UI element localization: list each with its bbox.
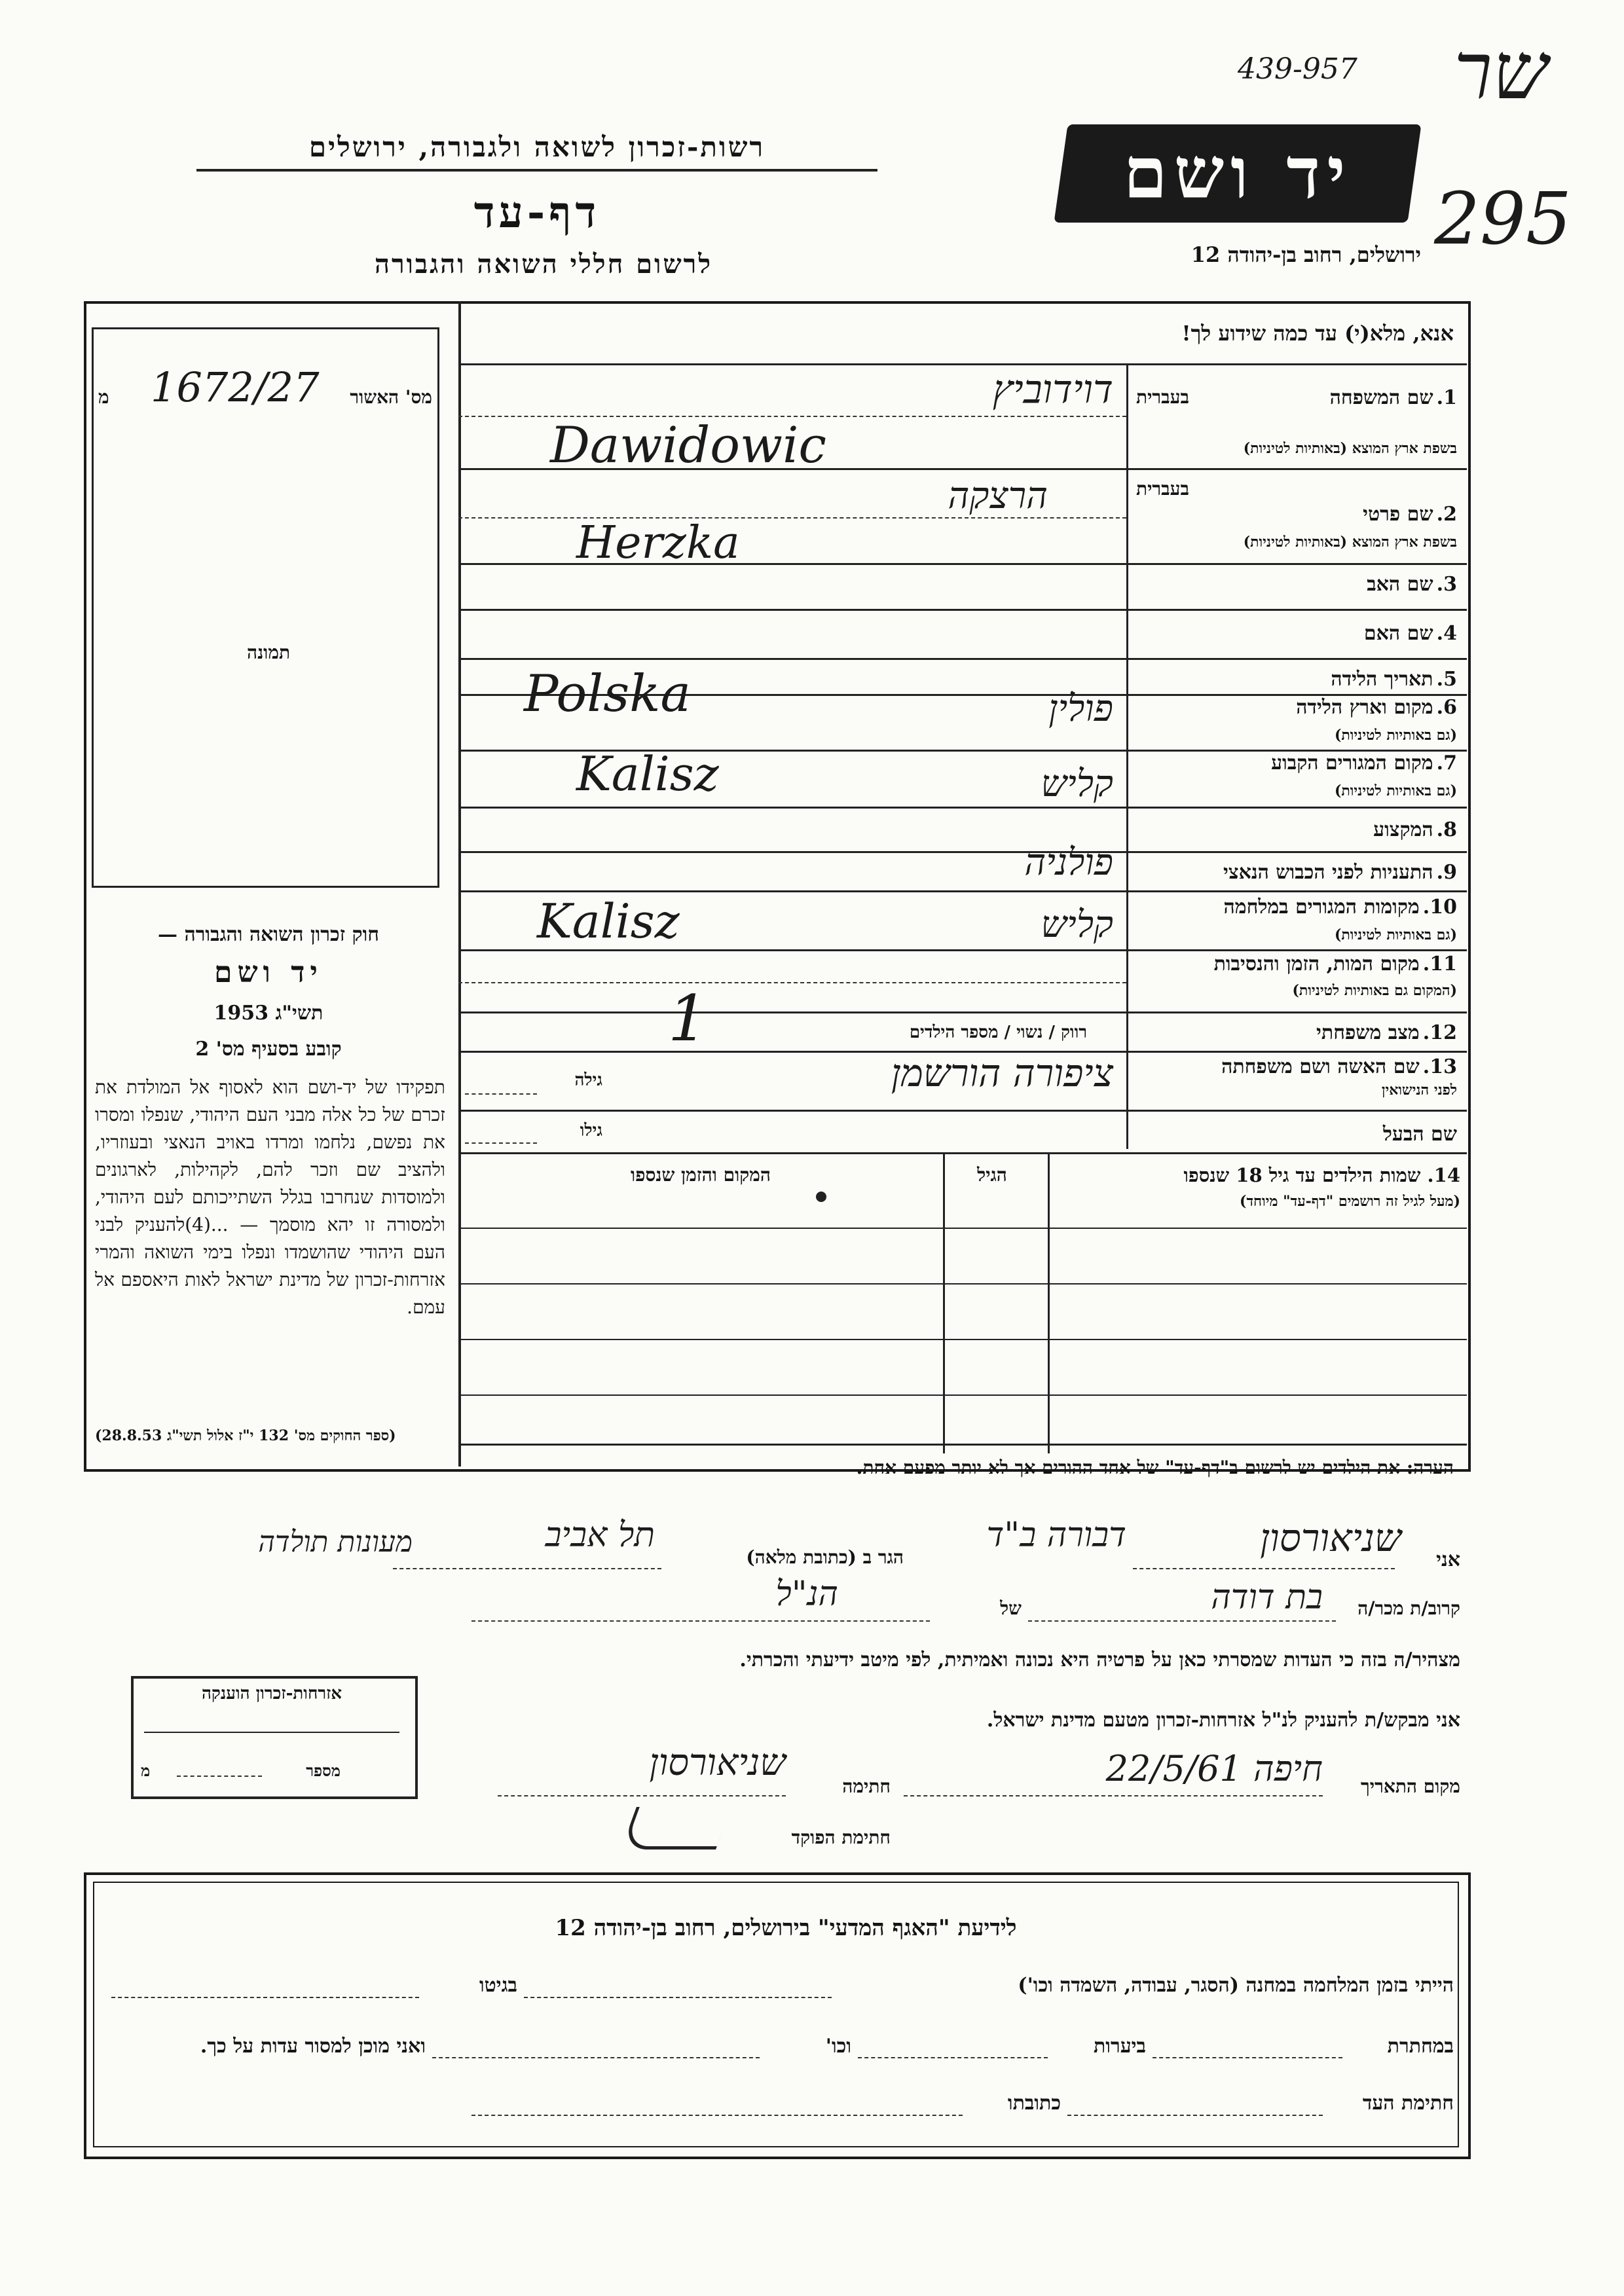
husband-age-label: גילו <box>580 1121 602 1140</box>
field-13-sub: לפני הנישואין <box>1381 1082 1457 1099</box>
authority-underline <box>196 169 877 172</box>
field-7-label-block <box>1136 752 1457 774</box>
field-6-label: מקום וארץ הלידה <box>1296 696 1433 719</box>
decl-of-label: של <box>1000 1597 1022 1619</box>
field-6-number: 6. <box>1436 696 1457 719</box>
field-11-label-block <box>1136 953 1457 975</box>
decl-hand-apt: מעונות תולדה <box>258 1525 413 1559</box>
decl-address-label: הגר ב (כתובת מלאה) <box>746 1546 904 1568</box>
field-1-value-heb: דוידוביץ <box>992 367 1113 412</box>
law-year: תשי"ג 1953 <box>213 1002 323 1025</box>
decl-signature-label: חתימה <box>842 1776 891 1797</box>
footer-line3-a: חתימת העד <box>1362 2092 1454 2115</box>
decl-hand-name: שניאורסון <box>1260 1516 1401 1560</box>
field-13-age-label: גילה <box>574 1070 602 1090</box>
field-10-sub: (גם באותיות לטיניות) <box>1334 926 1457 943</box>
law-clause: קובע בסעיף מס' 2 <box>195 1038 342 1061</box>
field-5-number: 5. <box>1436 668 1457 691</box>
husband-label: שם הבעל <box>1382 1123 1457 1146</box>
field-10-number: 10. <box>1422 896 1457 919</box>
field-2-number: 2. <box>1436 503 1457 526</box>
field-6-value-lat: Polska <box>524 665 692 723</box>
photo-label: תמונה <box>246 642 291 663</box>
field-1-number: 1. <box>1436 386 1457 409</box>
field-6-value-heb: פולין <box>1048 687 1113 730</box>
field-10-label: מקומות המגורים במלחמה <box>1223 896 1420 919</box>
field-3-label-block <box>1136 573 1457 596</box>
footer-line2-d: ואני מוכן למסור עדות על כך. <box>200 2035 426 2058</box>
children-note: הערה: את הילדים יש לרשום ב"דף-עד" של אחד ההורים אך לא יותר מפעם אחת. <box>856 1457 1454 1478</box>
form-subtitle: לרשום חללי השואה והגבורה <box>374 249 713 280</box>
stamp-box-number-suffix: מ <box>141 1761 151 1780</box>
archive-file-number: 439-957 <box>1238 52 1357 86</box>
field-12-label: מצב משפחתי <box>1316 1021 1420 1044</box>
decl-officer-label: חתימת הפוקד <box>791 1827 891 1848</box>
decl-hand-city: תל אביב <box>545 1516 655 1555</box>
field-4-label-block <box>1136 622 1457 645</box>
decl-hand-signature: שניאורסון <box>649 1741 786 1784</box>
field-7-value-lat: Kalisz <box>576 746 719 801</box>
decl-statement: מצהיר/ה בזה כי העדות שמסרתי כאן על פרטיה היא נכונה ואמיתית, לפי מיטב ידיעתי והכרתי. <box>739 1649 1460 1671</box>
field-9-label: התעניות לפני הכבוש הנאצי <box>1223 861 1433 884</box>
field-12-value: 1 <box>668 982 709 1055</box>
bullet-icon <box>816 1192 826 1202</box>
field-7-number: 7. <box>1436 752 1457 774</box>
field-7-label: מקום המגורים הקבוע <box>1271 752 1433 774</box>
field-3-number: 3. <box>1436 573 1457 596</box>
children-heading: 14. שמות הילדים עד גיל 18 שנספו <box>1183 1164 1460 1186</box>
field-10-value-lat: Kalisz <box>537 894 680 949</box>
field-13-label: שם האשה ושם משפחתה <box>1221 1055 1420 1078</box>
field-9-value-heb: פולניה <box>1024 841 1113 884</box>
field-4-number: 4. <box>1436 622 1457 645</box>
field-2-value-lat: Herzka <box>576 517 740 569</box>
officer-signature-mark <box>621 1807 731 1850</box>
children-col-place: המקום והזמן שנספו <box>631 1164 771 1186</box>
instruction: אנא, מלא(י) עד כמה שידוע לך! <box>1181 321 1454 346</box>
decl-relation-label: קרוב/ת מכר/ה <box>1357 1597 1460 1619</box>
law-title: חוק זכרון השואה והגבורה — <box>158 923 379 946</box>
logo-text: יד ושם <box>1123 132 1352 215</box>
law-ref: (ספר החוקים מס' 132 י"ז אלול תשי"ג 28.8.53) <box>95 1427 396 1444</box>
field-5-label: תאריך הלידה <box>1331 668 1433 691</box>
field-8-number: 8. <box>1436 818 1457 841</box>
footer-line1-a: הייתי בזמן המלחמה במחנה (הסגר, עבודה, השמדה וכו') <box>1018 1974 1454 1997</box>
decl-hand-relation: בת דודה <box>1211 1578 1323 1617</box>
field-1-lang: בעברית <box>1136 386 1190 408</box>
photo-box <box>92 327 439 888</box>
field-8-label-block <box>1136 818 1457 841</box>
footer-title: לידיעת "האגף המדעי" בירושלים, רחוב בן-יהודה 12 <box>555 1915 1017 1941</box>
field-2-sub: בשפת ארץ המוצא (באותיות לטיניות) <box>1243 534 1457 551</box>
form-title: דף-עד <box>473 187 600 238</box>
field-6-label-block <box>1136 696 1457 719</box>
decl-i-label: אני <box>1436 1548 1460 1571</box>
authority-title: רשות-זכרון לשואה ולגבורה, ירושלים <box>308 131 766 163</box>
stamp-box-line <box>144 1732 399 1733</box>
field-5-label-block <box>1136 668 1457 691</box>
field-12-label-block <box>1136 1021 1457 1044</box>
field-11-sub: (המקום גם באותיות לטיניות) <box>1292 982 1457 999</box>
field-2-lang: בעברית <box>1136 478 1190 500</box>
field-6-sub: (גם באותיות לטיניות) <box>1334 727 1457 744</box>
decl-hand-place-date: חיפה 22/5/61 <box>1105 1748 1323 1789</box>
field-4-label: שם האם <box>1363 622 1433 645</box>
footer-line1-b: בגיטו <box>479 1974 517 1997</box>
decl-hand-street: דבורה ב"ד <box>986 1516 1126 1555</box>
field-11-label: מקום המות, הזמן והנסיבות <box>1213 953 1420 975</box>
footer-line2-c: וכו' <box>825 2035 851 2058</box>
field-9-label-block <box>1136 861 1457 884</box>
field-2-label: שם פרטי <box>1363 503 1433 526</box>
field-11-number: 11. <box>1422 953 1457 975</box>
decl-hand-of: הנ"ל <box>775 1575 838 1614</box>
field-12-number: 12. <box>1422 1021 1457 1044</box>
field-3-label: שם האב <box>1367 573 1433 596</box>
law-name: יד ושם <box>214 956 323 989</box>
field-13-value: ציפורה הורשמן <box>891 1051 1113 1095</box>
approval-value: 1672/27 <box>151 363 320 411</box>
footer-line2-a: במחתרת <box>1387 2035 1454 2058</box>
field-1-sub: בשפת ארץ המוצא (באותיות לטיניות) <box>1243 440 1457 457</box>
law-text: תפקידו של יד-ושם הוא לאסוף אל המולדת את זכרם של כל אלה מבני העם היהודי, שנפלו ומסרו את נפשם, נלחמו ומרדו באויב הנאצי ובעוזריו, ולהציב שם וזכר להם, לקהילות, לארגונים ולמוסדות שנחרבו בגלל השתייכותם לעם היהודי, ולמסורה זו יהא מוסמך — ...(4)להעניק לבני העם היהודי שהושמדו ונפלו בימי השואה והמרי אזרחות-זכרון של מדינת ישראל לאות היאספם אל עמם. <box>95 1076 446 1318</box>
field-2-value-heb: הרצקה <box>948 475 1048 517</box>
address: ירושלים, רחוב בן-יהודה 12 <box>1190 242 1421 267</box>
children-heading-sub: (מעל לגיל זה רושמים "דף-עד" מיוחד) <box>1240 1193 1460 1210</box>
field-10-value-heb: קליש <box>1041 903 1113 946</box>
field-7-sub: (גם באותיות לטיניות) <box>1334 782 1457 799</box>
approval-suffix: מ <box>98 386 109 408</box>
stamp-box-number-label: מספר <box>306 1761 341 1780</box>
approval-label: מס' האשור <box>350 386 432 408</box>
field-7-value-heb: קליש <box>1041 763 1113 805</box>
children-col-age: הגיל <box>977 1164 1007 1186</box>
field-12-options: רווק / נשוי / מספר הילדים <box>909 1023 1087 1042</box>
decl-place-date-label: מקום התאריך <box>1361 1776 1460 1797</box>
field-13-label-block <box>1136 1055 1457 1078</box>
decl-request: אני מבקש/ת להעניק לנ"ל אזרחות-זכרון מטעם מדינת ישראל. <box>986 1709 1460 1732</box>
field-1-value-lat: Dawidowic <box>550 416 826 474</box>
field-8-label: המקצוע <box>1373 818 1433 841</box>
archive-corner-mark: שר <box>1454 26 1548 117</box>
field-1-label: שם המשפחה <box>1329 386 1433 409</box>
archive-page-mark: 295 <box>1434 177 1572 261</box>
stamp-box-title: אזרחות-זכרון הוענקה <box>201 1684 342 1704</box>
field-10-label-block <box>1136 896 1457 919</box>
footer-line2-b: ביערות <box>1093 2035 1146 2058</box>
field-2-label-block <box>1136 503 1457 526</box>
footer-line3-b: כתובתו <box>1007 2092 1061 2115</box>
field-9-number: 9. <box>1436 861 1457 884</box>
field-13-number: 13. <box>1422 1055 1457 1078</box>
